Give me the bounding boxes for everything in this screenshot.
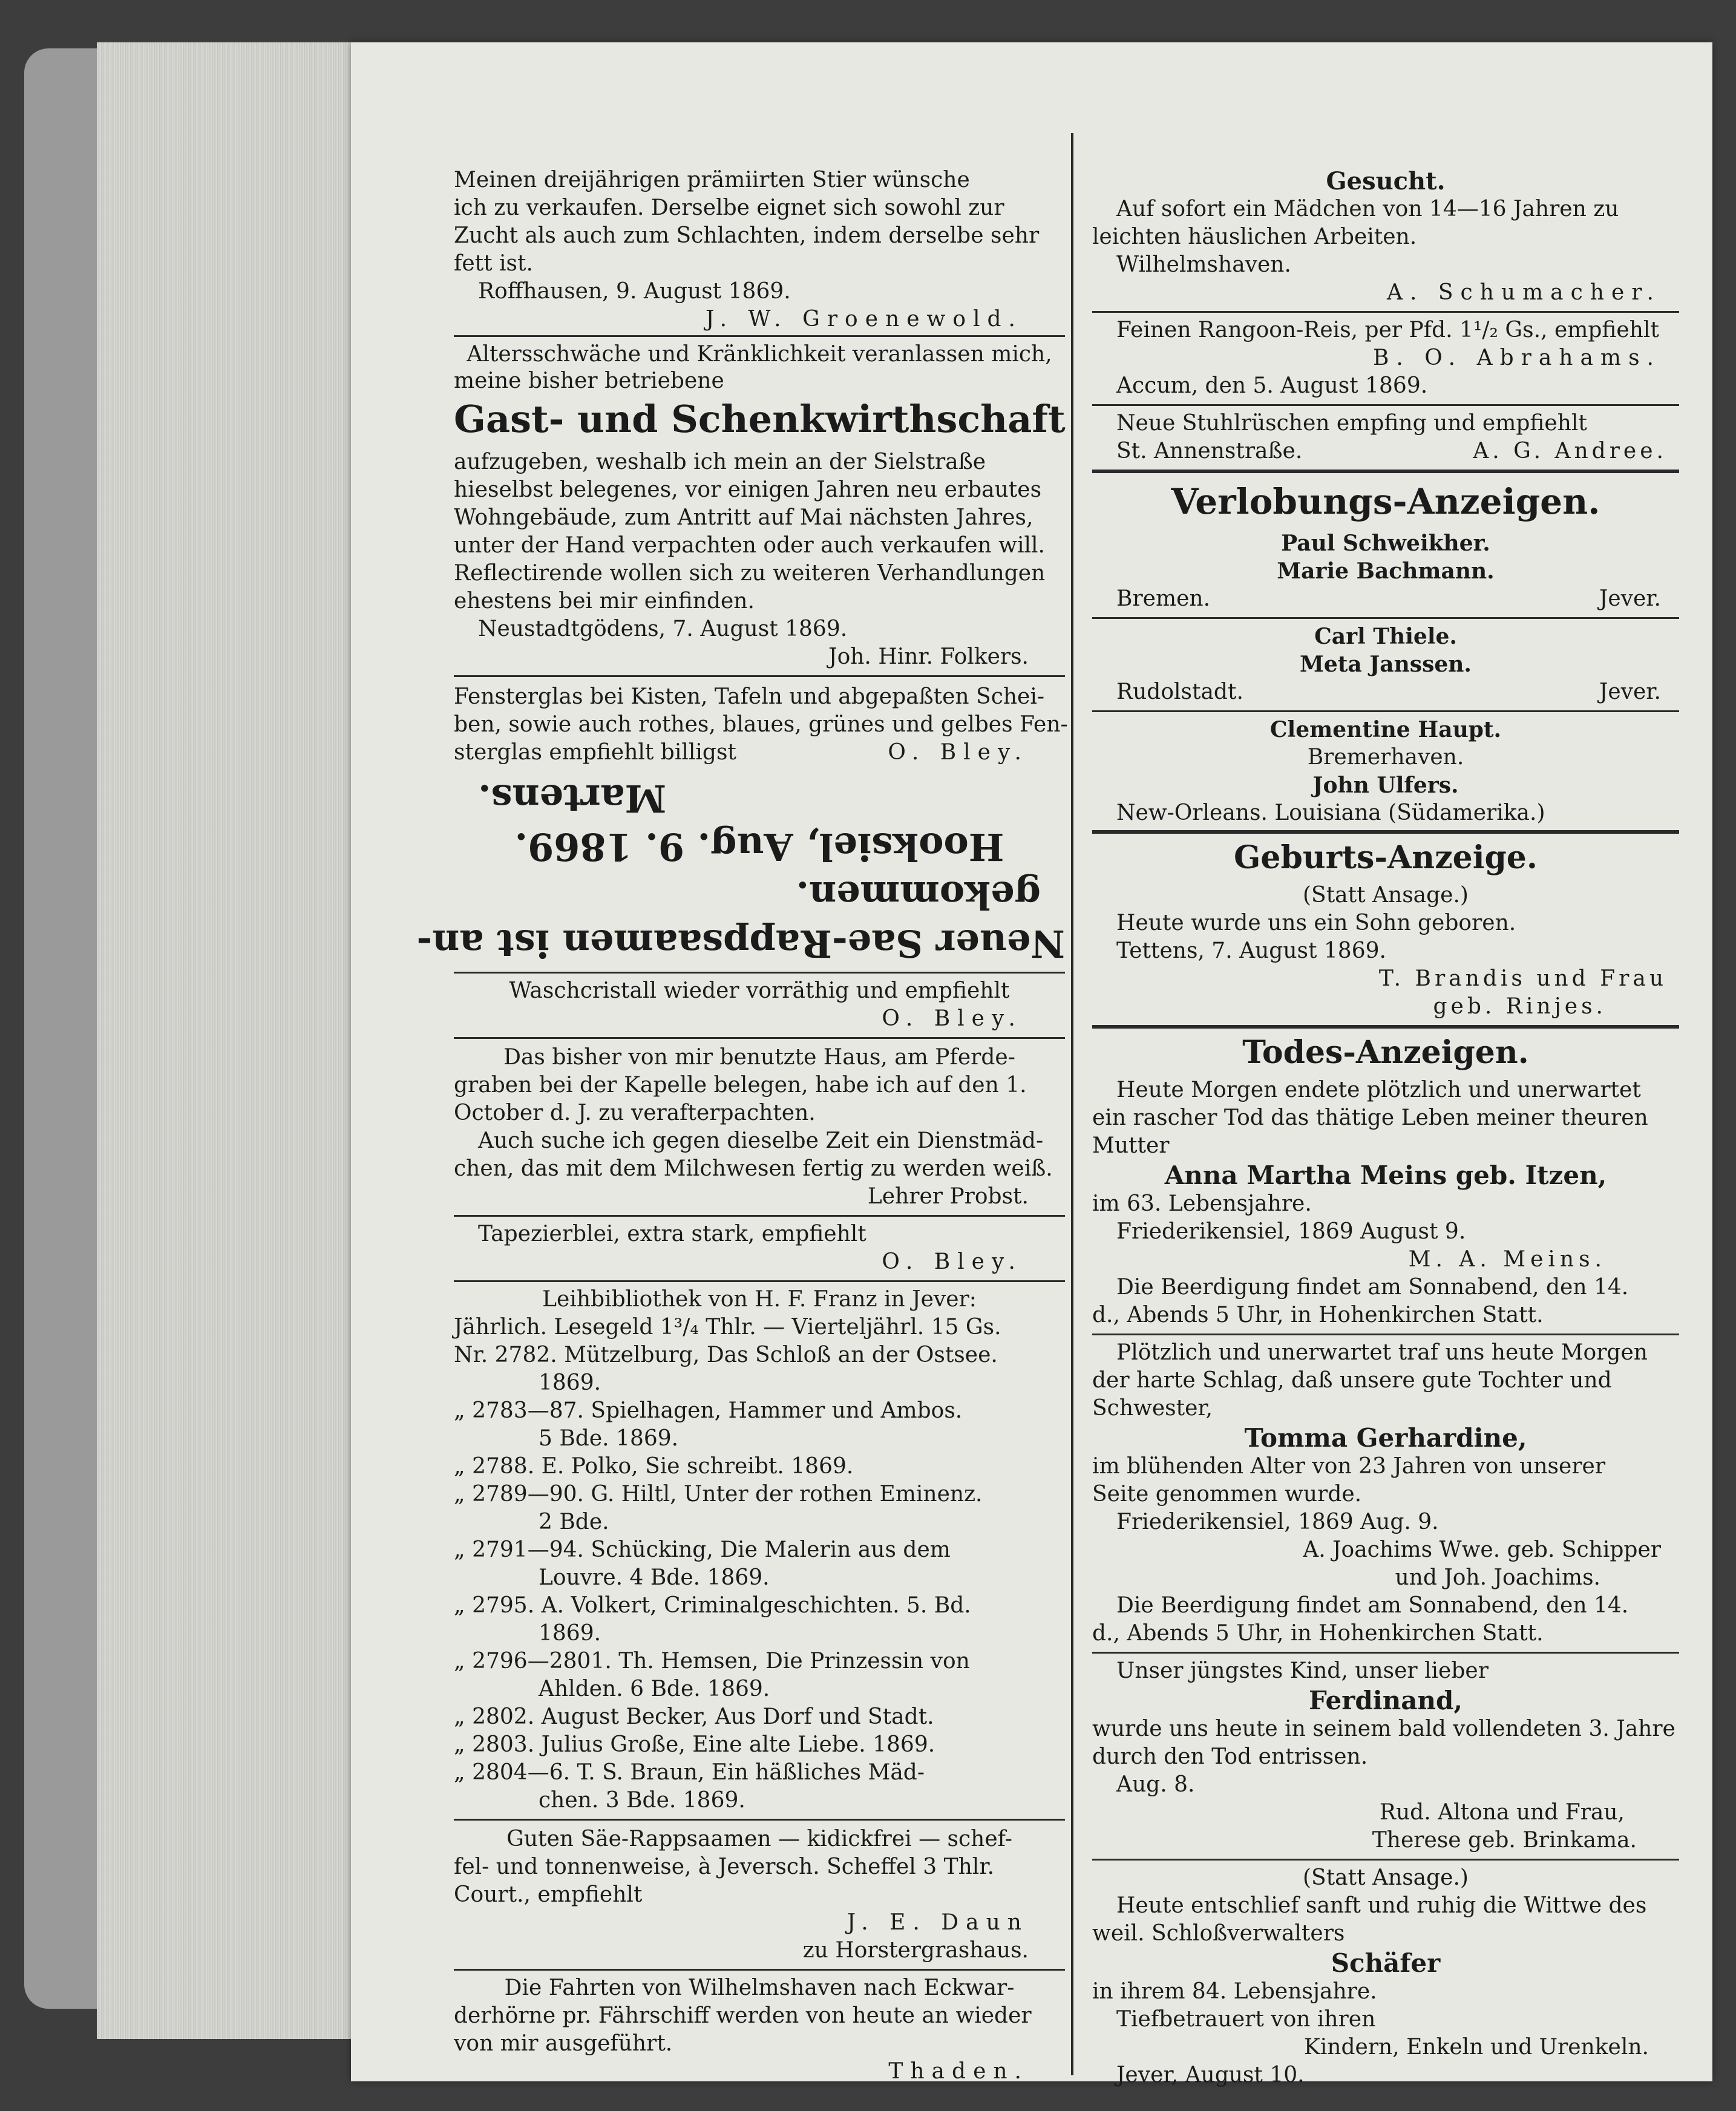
text-line: Feinen Rangoon-Reis, per Pfd. 1¹/₂ Gs., empfiehlt <box>1116 318 1659 342</box>
text-line: Roffhausen, 9. August 1869. <box>478 279 791 304</box>
signature: Rud. Altona und Frau, <box>1379 1800 1625 1825</box>
text-line: Ferdinand, <box>1309 1686 1462 1715</box>
signature: A. G. Andree. <box>1473 439 1667 463</box>
signature: M. A. Meins. <box>1408 1247 1607 1272</box>
rule <box>1092 1334 1679 1335</box>
rule <box>454 1819 1065 1821</box>
text-line: New-Orleans. Louisiana (Südamerika.) <box>1116 800 1545 825</box>
text-line: „ 2789—90. G. Hiltl, Unter der rothen Eminenz. <box>454 1482 983 1507</box>
text-line: der harte Schlag, daß unsere gute Tochter und <box>1092 1368 1612 1393</box>
text-line: aufzugeben, weshalb ich mein an der Sielstraße <box>454 450 986 474</box>
text-line: Zucht als auch zum Schlachten, indem derselbe sehr <box>454 223 1040 248</box>
text-line: Meinen dreijährigen prämiirten Stier wünsche <box>454 168 970 192</box>
text-line: Die Fahrten von Wilhelmshaven nach Eckwar- <box>504 1975 1015 2000</box>
text-line: Jever. <box>1599 679 1661 704</box>
rule <box>454 335 1065 337</box>
text-line: im blühenden Alter von 23 Jahren von unserer <box>1092 1454 1606 1479</box>
text-line: Leihbibliothek von H. F. Franz in Jever: <box>542 1287 977 1312</box>
signature: Joh. Hinr. Folkers. <box>828 644 1029 669</box>
section-heading: Todes-Anzeigen. <box>1242 1034 1529 1071</box>
text-line: 1869. <box>539 1621 601 1646</box>
text-line: ein rascher Tod das thätige Leben meiner theuren <box>1092 1105 1648 1130</box>
text-line: Altersschwäche und Kränklichkeit veranlassen mich, <box>467 342 1052 367</box>
rule <box>1092 311 1679 313</box>
text-line: ehestens bei mir einfinden. <box>454 589 755 614</box>
text-line: „ 2802. August Becker, Aus Dorf und Stadt. <box>454 1704 934 1729</box>
text-line: ich zu verkaufen. Derselbe eignet sich sowohl zur <box>454 195 1004 220</box>
text-line: sterglas empfiehlt billigst <box>454 740 736 765</box>
rule <box>454 1215 1065 1217</box>
section-heading: Geburts-Anzeige. <box>1234 839 1538 876</box>
text-line: von mir ausgeführt. <box>454 2031 673 2056</box>
text-line: „ 2791—94. Schücking, Die Malerin aus dem <box>454 1537 951 1562</box>
text-line: Tettens, 7. August 1869. <box>1116 938 1386 963</box>
rule <box>1092 830 1679 834</box>
text-line: fett ist. <box>454 251 533 276</box>
signature: J. W. Groenewold. <box>705 307 1023 332</box>
text-line: 5 Bde. 1869. <box>539 1426 679 1451</box>
text-line: Mutter <box>1092 1133 1170 1158</box>
text-line: Hooksiel, Aug. 9. 1869. <box>514 825 1004 869</box>
text-line: meine bisher betriebene <box>454 368 724 393</box>
text-line: (Statt Ansage.) <box>1303 883 1469 908</box>
text-line: „ 2804—6. T. S. Braun, Ein häßliches Mäd- <box>454 1760 925 1785</box>
text-line: durch den Tod entrissen. <box>1092 1744 1368 1769</box>
text-line: „ 2783—87. Spielhagen, Hammer und Ambos. <box>454 1398 963 1423</box>
text-line: Friederikensiel, 1869 Aug. 9. <box>1116 1510 1439 1534</box>
signature: zu Horstergrashaus. <box>802 1938 1029 1963</box>
text-line: „ 2788. E. Polko, Sie schreibt. 1869. <box>454 1454 854 1479</box>
inverted-ad <box>416 774 1065 968</box>
rule <box>1092 1859 1679 1861</box>
rule <box>1092 470 1679 473</box>
text-line: ben, sowie auch rothes, blaues, grünes und gelbes Fen- <box>454 712 1068 737</box>
text-line: fel- und tonnenweise, à Jeversch. Scheffel 3 Thlr. <box>454 1854 995 1879</box>
signature: und Joh. Joachims. <box>1395 1565 1600 1590</box>
signature: B. O. Abrahams. <box>1372 345 1661 370</box>
signature: O. Bley. <box>882 1249 1023 1274</box>
text-line: Clementine Haupt. <box>1269 717 1502 742</box>
text-line: d., Abends 5 Uhr, in Hohenkirchen Statt. <box>1092 1303 1544 1327</box>
text-line: Neustadtgödens, 7. August 1869. <box>478 617 848 641</box>
text-line: unter der Hand verpachten oder auch verkaufen will. <box>454 533 1045 558</box>
rule <box>454 1969 1065 1971</box>
signature: O. Bley. <box>888 740 1029 765</box>
text-line: Friederikensiel, 1869 August 9. <box>1116 1219 1466 1244</box>
text-line: chen, das mit dem Milchwesen fertig zu werden weiß. <box>454 1156 1053 1181</box>
rule <box>454 675 1065 677</box>
headline: Gast- und Schenkwirthschaft <box>454 397 1066 441</box>
text-line: Guten Säe-Rappsaamen — kidickfrei — schef- <box>506 1827 1012 1851</box>
text-line: hieselbst belegenes, vor einigen Jahren neu erbautes <box>454 477 1042 502</box>
text-line: Das bisher von mir benutzte Haus, am Pferde- <box>503 1045 1015 1070</box>
text-line: Bremen. <box>1116 586 1211 611</box>
text-line: Accum, den 5. August 1869. <box>1116 373 1428 398</box>
text-line: wurde uns heute in seinem bald vollendeten 3. Jahre <box>1092 1717 1675 1741</box>
signature: A. Schumacher. <box>1386 280 1661 305</box>
text-line: 2 Bde. <box>539 1510 609 1534</box>
text-line: d., Abends 5 Uhr, in Hohenkirchen Statt. <box>1092 1621 1544 1646</box>
text-line: chen. 3 Bde. 1869. <box>539 1788 745 1813</box>
text-line: Heute entschlief sanft und ruhig die Wittwe des <box>1116 1893 1647 1918</box>
text-line: Auch suche ich gegen dieselbe Zeit ein Dienstmäd- <box>478 1128 1044 1153</box>
text-line: Jährlich. Lesegeld 1³/₄ Thlr. — Vierteljährl. 15 Gs. <box>454 1315 1001 1340</box>
text-line: weil. Schloßverwalters <box>1092 1921 1345 1946</box>
text-line: Anna Martha Meins geb. Itzen, <box>1164 1160 1607 1190</box>
text-line: Neuer Sae-Rappsaamen ist an- <box>416 921 1065 966</box>
text-line: Jever. <box>1599 586 1661 611</box>
text-line: derhörne pr. Fährschiff werden von heute an wieder <box>454 2003 1032 2028</box>
text-line: Die Beerdigung findet am Sonnabend, den 14. <box>1116 1593 1629 1618</box>
rule <box>454 1280 1065 1282</box>
text-line: St. Annenstraße. <box>1116 439 1303 463</box>
text-line: Die Beerdigung findet am Sonnabend, den 14. <box>1116 1275 1629 1300</box>
text-line: Heute wurde uns ein Sohn geboren. <box>1116 911 1516 935</box>
text-line: Unser jüngstes Kind, unser lieber <box>1116 1658 1489 1683</box>
text-line: „ 2803. Julius Große, Eine alte Liebe. 1869. <box>454 1732 935 1757</box>
text-line: leichten häuslichen Arbeiten. <box>1092 224 1417 249</box>
text-line: Auf sofort ein Mädchen von 14—16 Jahren zu <box>1116 197 1619 221</box>
text-line: Heute Morgen endete plötzlich und unerwartet <box>1116 1078 1641 1102</box>
rule <box>454 1037 1065 1039</box>
text-line: Bremerhaven. <box>1307 745 1464 770</box>
rule <box>1092 1025 1679 1029</box>
signature: Thaden. <box>888 2059 1029 2084</box>
newspaper-page <box>351 42 1712 2087</box>
signature: Therese geb. Brinkama. <box>1372 1828 1637 1853</box>
column-divider <box>1071 133 1073 2075</box>
book-spine <box>24 48 97 2009</box>
section-heading: Verlobungs-Anzeigen. <box>1171 481 1600 522</box>
text-line: „ 2796—2801. Th. Hemsen, Die Prinzessin von <box>454 1649 970 1674</box>
text-line: im 63. Lebensjahre. <box>1092 1191 1312 1216</box>
text-line: October d. J. zu verafterpachten. <box>454 1101 816 1125</box>
text-line: Wilhelmshaven. <box>1116 252 1291 277</box>
text-line: Wohngebäude, zum Antritt auf Mai nächsten Jahres, <box>454 505 1033 530</box>
rule <box>1092 404 1679 406</box>
text-line: Seite genommen wurde. <box>1092 1482 1362 1507</box>
text-line: Ahlden. 6 Bde. 1869. <box>539 1677 770 1701</box>
text-line: Paul Schweikher. <box>1281 531 1490 556</box>
text-line: Meta Janssen. <box>1300 652 1472 677</box>
text-line: 1869. <box>539 1370 601 1395</box>
text-line: „ 2795. A. Volkert, Criminalgeschichten. 5. Bd. <box>454 1593 971 1618</box>
text-line: Louvre. 4 Bde. 1869. <box>539 1565 770 1590</box>
signature: Kindern, Enkeln und Urenkeln. <box>1303 2035 1649 2060</box>
text-line: Plötzlich und unerwartet traf uns heute Morgen <box>1116 1340 1648 1365</box>
signature: A. Joachims Wwe. geb. Schipper <box>1303 1537 1661 1562</box>
text-line: Jever, August 10. <box>1116 2063 1305 2087</box>
rule <box>1092 1652 1679 1654</box>
rule <box>454 972 1065 974</box>
page-edges <box>97 42 351 2039</box>
heading: Gesucht. <box>1326 167 1446 195</box>
text-line: Martens. <box>478 776 667 820</box>
text-line: Tapezierblei, extra stark, empfiehlt <box>478 1222 866 1246</box>
text-line: (Statt Ansage.) <box>1303 1865 1469 1890</box>
signature: T. Brandis und Frau <box>1378 966 1667 991</box>
text-line: Neue Stuhlrüschen empfing und empfiehlt <box>1116 411 1587 436</box>
text-line: Rudolstadt. <box>1116 679 1243 704</box>
rule <box>1092 710 1679 712</box>
text-line: Reflectirende wollen sich zu weiteren Verhandlungen <box>454 561 1046 586</box>
signature: J. E. Daun <box>847 1910 1029 1935</box>
text-line: Schwester, <box>1092 1396 1213 1421</box>
text-line: Schäfer <box>1331 1948 1441 1978</box>
text-line: Tomma Gerhardine, <box>1244 1423 1527 1453</box>
text-line: gekommen. <box>796 873 1041 917</box>
text-line: Marie Bachmann. <box>1277 558 1495 584</box>
signature: geb. Rinjes. <box>1433 994 1607 1019</box>
text-line: Fensterglas bei Kisten, Tafeln und abgepaßten Schei- <box>454 684 1045 709</box>
text-line: Carl Thiele. <box>1314 624 1457 649</box>
text-line: Court., empfiehlt <box>454 1882 643 1907</box>
text-line: graben bei der Kapelle belegen, habe ich auf den 1. <box>454 1073 1027 1098</box>
text-line: Tiefbetrauert von ihren <box>1116 2007 1376 2032</box>
text-line: in ihrem 84. Lebensjahre. <box>1092 1979 1377 2004</box>
signature: O. Bley. <box>882 1006 1023 1031</box>
text-line: Aug. 8. <box>1116 1772 1195 1797</box>
text-line: Nr. 2782. Mützelburg, Das Schloß an der Ostsee. <box>454 1343 998 1367</box>
text-line: John Ulfers. <box>1312 773 1459 798</box>
text-line: Waschcristall wieder vorräthig und empfiehlt <box>509 978 1010 1003</box>
signature: Lehrer Probst. <box>867 1184 1029 1209</box>
rule <box>1092 617 1679 619</box>
